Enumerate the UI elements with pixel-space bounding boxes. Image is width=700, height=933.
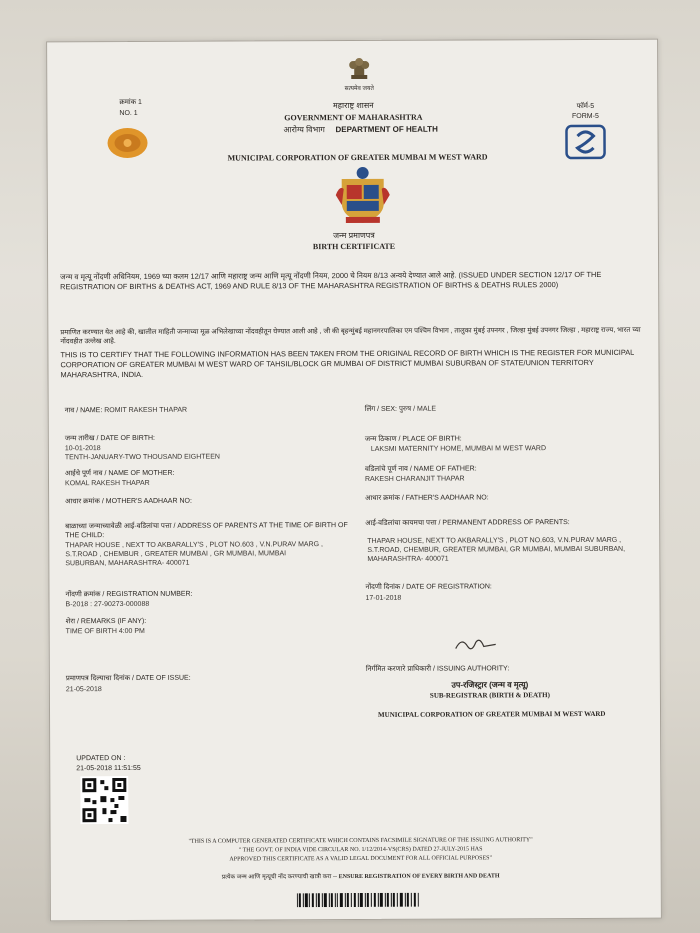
computer-generated-note: "THIS IS A COMPUTER GENERATED CERTIFICATE WHICH CONTAINS FACSIMILE SIGNATURE OF THE ISSUING AUTHORITY" xyxy=(188,837,533,845)
number-marathi: क्रमांक 1 xyxy=(119,98,142,107)
dept-title-marathi: आरोग्य विभाग xyxy=(283,125,325,135)
registration-number-value: B-2018 : 27-90273-000088 xyxy=(65,600,150,609)
father-name-label: वडिलांचे पूर्ण नाव / NAME OF FATHER: xyxy=(364,465,477,473)
permanent-address-label: आई-वडिलांचा कायमचा पत्ता / PERMANENT ADDRESS OF PARENTS: xyxy=(365,519,570,527)
dob-words: TENTH-JANUARY-TWO THOUSAND EIGHTEEN xyxy=(64,453,220,462)
name-label: नाव / NAME: xyxy=(64,407,103,415)
sex-value: पुरुष / MALE xyxy=(398,405,437,413)
certify-text-english: THIS IS TO CERTIFY THAT THE FOLLOWING INFORMATION HAS BEEN TAKEN FROM THE ORIGINAL RECORD OF BIRTH WHICH IS THE REGISTER FOR MUNICIPAL CORPORATION OF GREATER MUMBAI M WEST WARD OF TAHSIL/BLOCK GR MUMBAI OF DISTRICT MUMBAI SUBURBAN OF STATE/UNION TERRITORY MAHARASHTRA, INDIA. xyxy=(60,347,634,380)
issuing-authority-label: निर्गमित करणारे प्राधिकारी / ISSUING AUTHORITY: xyxy=(365,665,510,673)
updated-on-label: UPDATED ON : xyxy=(76,754,126,763)
mother-aadhaar-label: आधार क्रमांक / MOTHER'S AADHAAR NO: xyxy=(65,497,192,506)
place-of-birth-label: जन्म ठिकाण / PLACE OF BIRTH: xyxy=(364,435,462,443)
form-marathi: फॉर्म-5 xyxy=(576,102,595,111)
mother-name-label: आईचे पूर्ण नाव / NAME OF MOTHER: xyxy=(64,469,175,478)
mcgm-crest-icon xyxy=(334,165,392,227)
form-english: FORM-5 xyxy=(571,112,599,121)
registration-date-value: 17-01-2018 xyxy=(365,594,402,602)
govt-title-marathi: महाराष्ट्र शासन xyxy=(332,100,374,111)
remarks-label: शेरा / REMARKS (IF ANY): xyxy=(65,617,147,626)
slogan-english: ENSURE REGISTRATION OF EVERY BIRTH AND DEATH xyxy=(338,873,500,881)
issued-under-text xyxy=(60,270,650,293)
sex-label: लिंग / SEX: xyxy=(364,405,398,413)
maharashtra-seal-icon xyxy=(105,126,149,160)
issued-under-english: (ISSUED UNDER SECTION 12/17 OF THE REGISTRATION OF BIRTHS & DEATHS ACT, 1969 AND RULE 8/13 OF THE MAHARASHTRA REGISTRATION OF BIRTHS & DEATHS RULES 2000) xyxy=(60,269,602,292)
authority-marathi: उप-रजिस्ट्रार (जन्म व मृत्यू) xyxy=(451,680,529,690)
name-row xyxy=(65,405,355,415)
birth-address-label: बाळाच्या जन्माच्यावेळी आई-वडिलांचा पत्ता / ADDRESS OF PARENTS AT THE TIME OF BIRTH OF THE CHILD: xyxy=(65,522,348,540)
father-aadhaar-label: आधार क्रमांक / FATHER'S AADHAAR NO: xyxy=(365,494,489,502)
certificate-title-english: BIRTH CERTIFICATE xyxy=(312,241,396,252)
slogan-marathi: प्रत्येक जन्म आणि मृत्यूची नोंद करण्याची खात्री करा xyxy=(221,874,332,881)
authority-english: SUB-REGISTRAR (BIRTH & DEATH) xyxy=(429,691,550,700)
govt-circular-note: " THE GOVT. OF INDIA VIDE CIRCULAR NO. 1/12/2014-VS(CRS) DATED 27-JULY-2015 HAS xyxy=(238,846,483,854)
dob-label: जन्म तारीख / DATE OF BIRTH: xyxy=(64,434,156,443)
number-english: NO. 1 xyxy=(119,109,138,118)
registration-date-label: नोंदणी दिनांक / DATE OF REGISTRATION: xyxy=(365,583,492,591)
corporation-title: MUNICIPAL CORPORATION OF GREATER MUMBAI M WEST WARD xyxy=(227,152,488,163)
certificate-title-marathi: जन्म प्रमाणपत्र xyxy=(333,230,375,241)
place-of-birth-value: LAKSMI MATERNITY HOME, MUMBAI M WEST WARD xyxy=(370,445,547,453)
govt-title-english: GOVERNMENT OF MAHARASHTRA xyxy=(284,112,423,123)
registration-slogan: प्रत्येक जन्म आणि मृत्यूची नोंद करण्याची खात्री करा -- ENSURE REGISTRATION OF EVERY BIRTH AND DEATH xyxy=(221,873,500,881)
issue-date-label: प्रमाणपत्र दिल्याचा दिनांक / DATE OF ISSUE: xyxy=(65,674,191,683)
remarks-value: TIME OF BIRTH 4:00 PM xyxy=(65,627,145,636)
father-name-value: RAKESH CHARANJIT THAPAR xyxy=(364,475,465,483)
emblem-caption: सत्यमेव जयते xyxy=(344,85,374,93)
birth-address-value: THAPAR HOUSE , NEXT TO AKBARALLY'S , PLOT NO.603 , V.N.PURAV MARG , S.T.ROAD , CHEMBUR , GREATER MUMBAI , GR MUMBAI, MUMBAI SUBURBAN, MAHARASHTRA- 400071 xyxy=(65,541,324,568)
issue-date-value: 21-05-2018 xyxy=(65,686,102,694)
certify-text-marathi: प्रमाणित करण्यात येत आहे की, खालील माहिती जन्माच्या मूळ अभिलेखाच्या नोंदवहीतून घेण्यात आली आहे , जी की बृहन्मुंबई महानगरपालिका एम पश्चिम विभाग , तालुका मुंबई उपनगर , जिल्हा मुंबई उपनगर जिल्हा , महाराष्ट्र राज्य, भारत च्या नोंदवहीत उल्लेख आहे. xyxy=(60,326,641,346)
dob-value: 10-01-2018 xyxy=(64,445,101,453)
qr-code-icon xyxy=(80,776,128,824)
registration-logo-icon xyxy=(563,124,607,160)
signature-icon xyxy=(454,634,498,654)
mother-name-value: KOMAL RAKESH THAPAR xyxy=(64,479,150,488)
issued-under-marathi: जन्म व मृत्यू नोंदणी अधिनियम, 1969 च्या कलम 12/17 आणि महाराष्ट्र जन्म आणि मृत्यू नोंदणी नियम, 2000 चे नियम 8/13 अन्वये देण्यात आले आहे. xyxy=(60,270,457,282)
updated-on-value: 21-05-2018 11:51:55 xyxy=(76,764,141,773)
valid-document-note: APPROVED THIS CERTIFICATE AS A VALID LEGAL DOCUMENT FOR ALL OFFICIAL PURPOSES" xyxy=(229,855,492,863)
name-value: ROMIT RAKESH THAPAR xyxy=(104,406,188,415)
permanent-address-value: THAPAR HOUSE, NEXT TO AKBARALLY'S , PLOT NO.603, V.N.PURAV MARG , S.T.ROAD, CHEMBUR, GREATER MUMBAI, GR MUMBAI, MUMBAI SUBURBAN, MAHARASHTRA- 400071 xyxy=(367,536,626,563)
authority-corporation: MUNICIPAL CORPORATION OF GREATER MUMBAI M WEST WARD xyxy=(378,709,606,719)
birth-certificate xyxy=(46,39,662,922)
registration-number-label: नोंदणी क्रमांक / REGISTRATION NUMBER: xyxy=(65,590,193,599)
barcode-icon xyxy=(297,893,419,908)
dept-title-english: DEPARTMENT OF HEALTH xyxy=(335,124,438,135)
sex-row xyxy=(365,404,635,414)
